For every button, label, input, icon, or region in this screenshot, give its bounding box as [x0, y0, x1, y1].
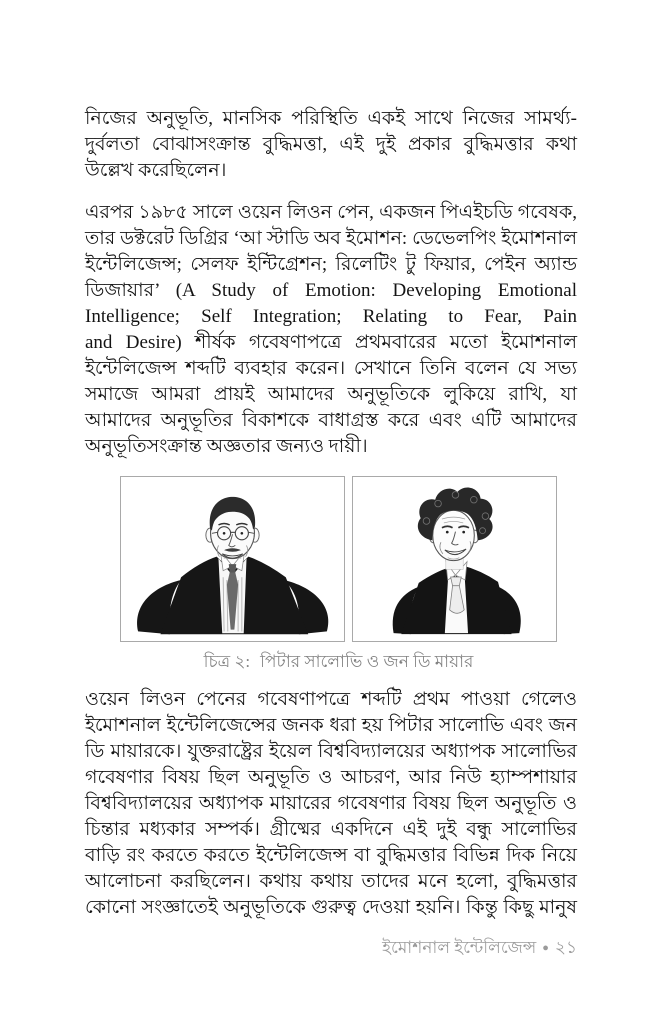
- text-line: কোনো সংজ্ঞাতেই অনুভূতিকে গুরুত্ব দেওয়া হয়নি। কিন্তু কিছু মানুষ: [85, 897, 577, 918]
- paragraph-1: [85, 106, 577, 184]
- text-line: ডি মায়ারকে। যুক্তরাষ্ট্রের ইয়েল বিশ্ববিদ্যালয়ের অধ্যাপক সালোভির: [85, 741, 577, 762]
- text-line: Intelligence; Self Integration; Relating to Fear, Pain: [85, 306, 577, 327]
- text-line: ইমোশনাল ইন্টেলিজেন্সের জনক ধরা হয় পিটার সালোভি এবং জন: [85, 715, 577, 736]
- portrait-panel-right: [352, 476, 557, 642]
- text-line: আমাদের অনুভূতির বিকাশকে বাধাগ্রস্ত করে এবং এটি আমাদের: [85, 410, 577, 431]
- paragraph-2: [85, 200, 577, 460]
- figure-caption: [120, 651, 557, 673]
- text-line: সমাজে আমরা প্রায়ই আমাদের অনুভূতিকে লুকিয়ে রাখি, যা: [85, 384, 577, 405]
- text-line: উল্লেখ করেছিলেন।: [85, 160, 227, 181]
- text-line: এরপর ১৯৮৫ সালে ওয়েন লিওন পেন, একজন পিএইচডি গবেষক,: [85, 202, 577, 223]
- text-line: বাড়ি রং করতে করতে ইন্টেলিজেন্স বা বুদ্ধিমত্তার বিভিন্ন দিক নিয়ে: [85, 845, 577, 866]
- text-line: and Desire) শীর্ষক গবেষণাপত্রে প্রথমবারের মতো ইমোশনাল: [85, 332, 577, 353]
- text-line: গবেষণার বিষয় ছিল অনুভূতি ও আচরণ, আর নিউ হ্যাম্পশায়ার: [85, 767, 577, 788]
- footer-book-title: ইমোশনাল ইন্টেলিজেন্স: [382, 938, 537, 957]
- text-line: চিন্তার মধ্যকার সম্পর্ক। গ্রীষ্মের একদিনে এই দুই বন্ধু সালোভির: [85, 819, 577, 840]
- page-content: [85, 0, 577, 959]
- portrait-panel-left: [120, 476, 345, 642]
- text-line: দুর্বলতা বোঝাসংক্রান্ত বুদ্ধিমত্তা, এই দুই প্রকার বুদ্ধিমত্তার কথা: [85, 134, 577, 155]
- figure-caption-label: চিত্র ২:: [203, 652, 251, 671]
- text-line: ডিজায়ার’ (A Study of Emotion: Developing Emotional: [85, 280, 577, 301]
- figure-caption-text: পিটার সালোভি ও জন ডি মায়ার: [260, 652, 474, 671]
- john-mayer-sketch-illustration: [353, 486, 556, 641]
- page-footer: [85, 937, 577, 959]
- footer-bullet-icon: ●: [542, 942, 549, 954]
- text-line: ওয়েন লিওন পেনের গবেষণাপত্রে শব্দটি প্রথম পাওয়া গেলেও: [85, 689, 577, 710]
- figure-block: [120, 476, 557, 673]
- text-line: অনুভূতিসংক্রান্ত অজ্ঞতার জন্যও দায়ী।: [85, 436, 368, 457]
- text-line: ইন্টেলিজেন্স; সেলফ ইন্টিগ্রেশন; রিলেটিং টু ফিয়ার, পেইন অ্যান্ড: [85, 254, 577, 275]
- text-line: তার ডক্টরেট ডিগ্রির ‘আ স্টাডি অব ইমোশন: ডেভেলপিং ইমোশনাল: [85, 228, 577, 249]
- footer-page-number: ২১: [554, 938, 577, 957]
- text-line: নিজের অনুভূতি, মানসিক পরিস্থিতি একই সাথে নিজের সামর্থ্য-: [85, 108, 577, 129]
- text-line: ইন্টেলিজেন্স শব্দটি ব্যবহার করেন। সেখানে তিনি বলেন যে সভ্য: [85, 358, 577, 379]
- peter-salovey-sketch-illustration: [125, 491, 340, 641]
- text-line: বিশ্ববিদ্যালয়ের অধ্যাপক মায়ারের গবেষণার বিষয় ছিল অনুভূতি ও: [85, 793, 577, 814]
- paragraph-3: [85, 687, 577, 921]
- portrait-panels: [120, 476, 557, 642]
- text-line: আলোচনা করছিলেন। কথায় কথায় তাদের মনে হলো, বুদ্ধিমত্তার: [85, 871, 577, 892]
